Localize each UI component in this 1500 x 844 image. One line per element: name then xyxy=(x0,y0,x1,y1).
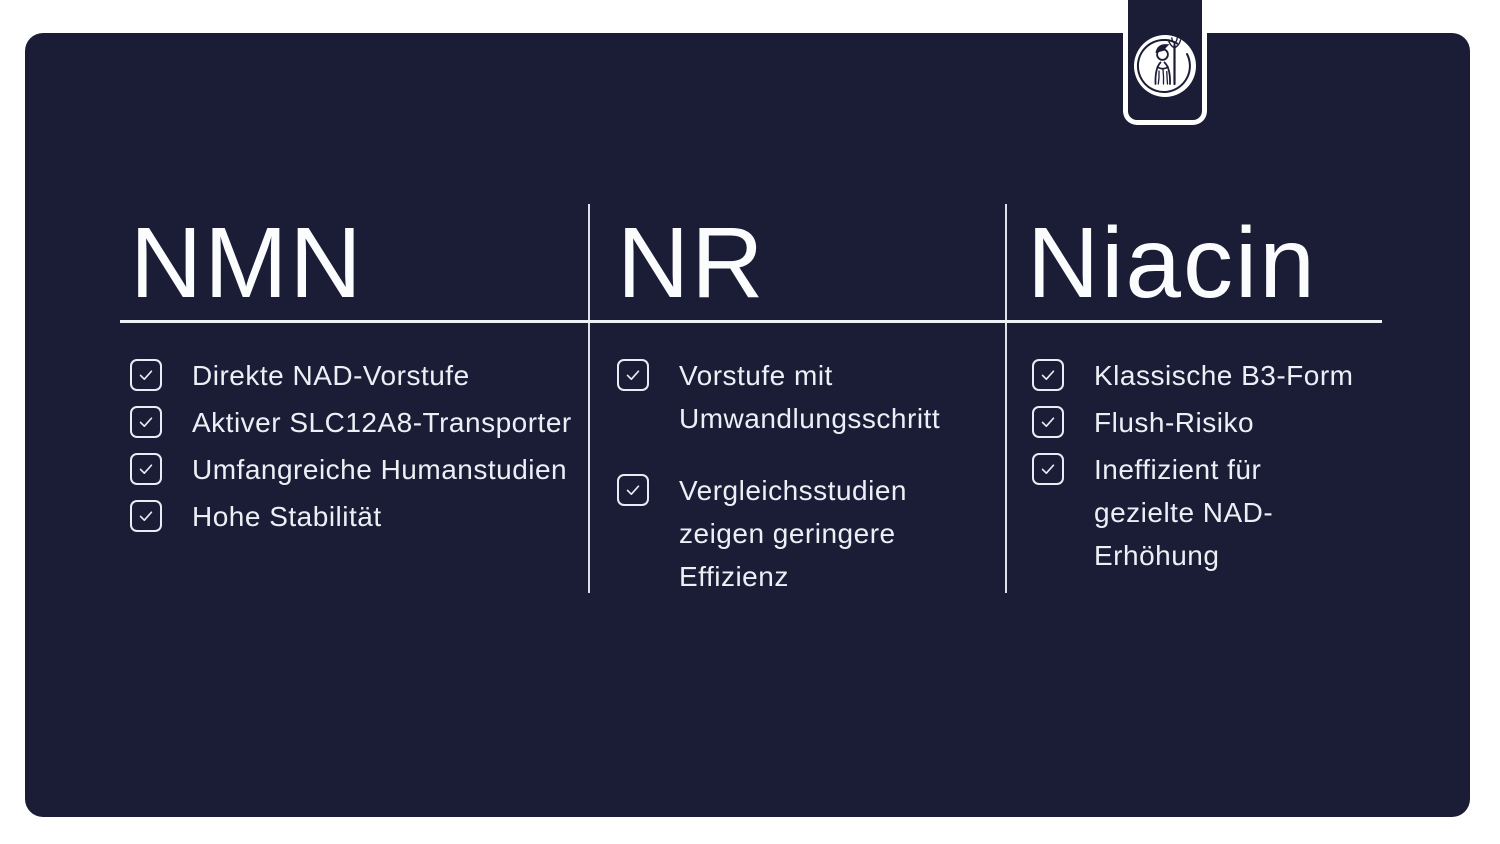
checklist-nr xyxy=(617,354,979,598)
list-item-label: Aktiver SLC12A8-Transporter xyxy=(192,407,572,438)
list-item-label: Klassische B3-Form xyxy=(1094,360,1354,391)
list-item-label: Ineffizient für gezielte NAD-Erhöhung xyxy=(1094,454,1274,571)
athena-figure-icon xyxy=(1133,34,1197,98)
brand-badge xyxy=(1123,0,1207,125)
checkbox-checked-icon xyxy=(130,500,162,532)
list-item xyxy=(130,401,580,444)
checkbox-checked-icon xyxy=(617,359,649,391)
checkbox-checked-icon xyxy=(1032,406,1064,438)
list-item-label: Umfangreiche Humanstudien xyxy=(192,454,568,485)
column-divider-1 xyxy=(588,204,590,593)
list-item-label: Vergleichsstudien zeigen geringere Effizienz xyxy=(679,475,907,592)
column-title-nr: NR xyxy=(617,207,766,319)
checkbox-checked-icon xyxy=(617,474,649,506)
list-item-label: Hohe Stabilität xyxy=(192,501,382,532)
list-item-label: Vorstufe mit Umwandlungsschritt xyxy=(679,360,941,434)
column-divider-2 xyxy=(1005,204,1007,593)
checkbox-checked-icon xyxy=(130,406,162,438)
list-item-label: Flush-Risiko xyxy=(1094,407,1255,438)
header-underline xyxy=(120,320,1382,323)
list-item xyxy=(130,495,580,538)
list-item xyxy=(130,448,580,491)
column-title-niacin: Niacin xyxy=(1027,207,1317,319)
list-item-label: Direkte NAD-Vorstufe xyxy=(192,360,470,391)
checkbox-checked-icon xyxy=(130,453,162,485)
checkbox-checked-icon xyxy=(130,359,162,391)
list-item xyxy=(617,469,979,598)
list-item xyxy=(617,354,979,440)
column-title-nmn: NMN xyxy=(130,207,364,319)
list-item xyxy=(130,354,580,397)
list-item xyxy=(1032,401,1364,444)
checklist-niacin xyxy=(1032,354,1364,577)
list-item xyxy=(1032,448,1364,577)
checkbox-checked-icon xyxy=(1032,359,1064,391)
checklist-nmn xyxy=(130,354,580,538)
checkbox-checked-icon xyxy=(1032,453,1064,485)
list-item xyxy=(1032,354,1364,397)
